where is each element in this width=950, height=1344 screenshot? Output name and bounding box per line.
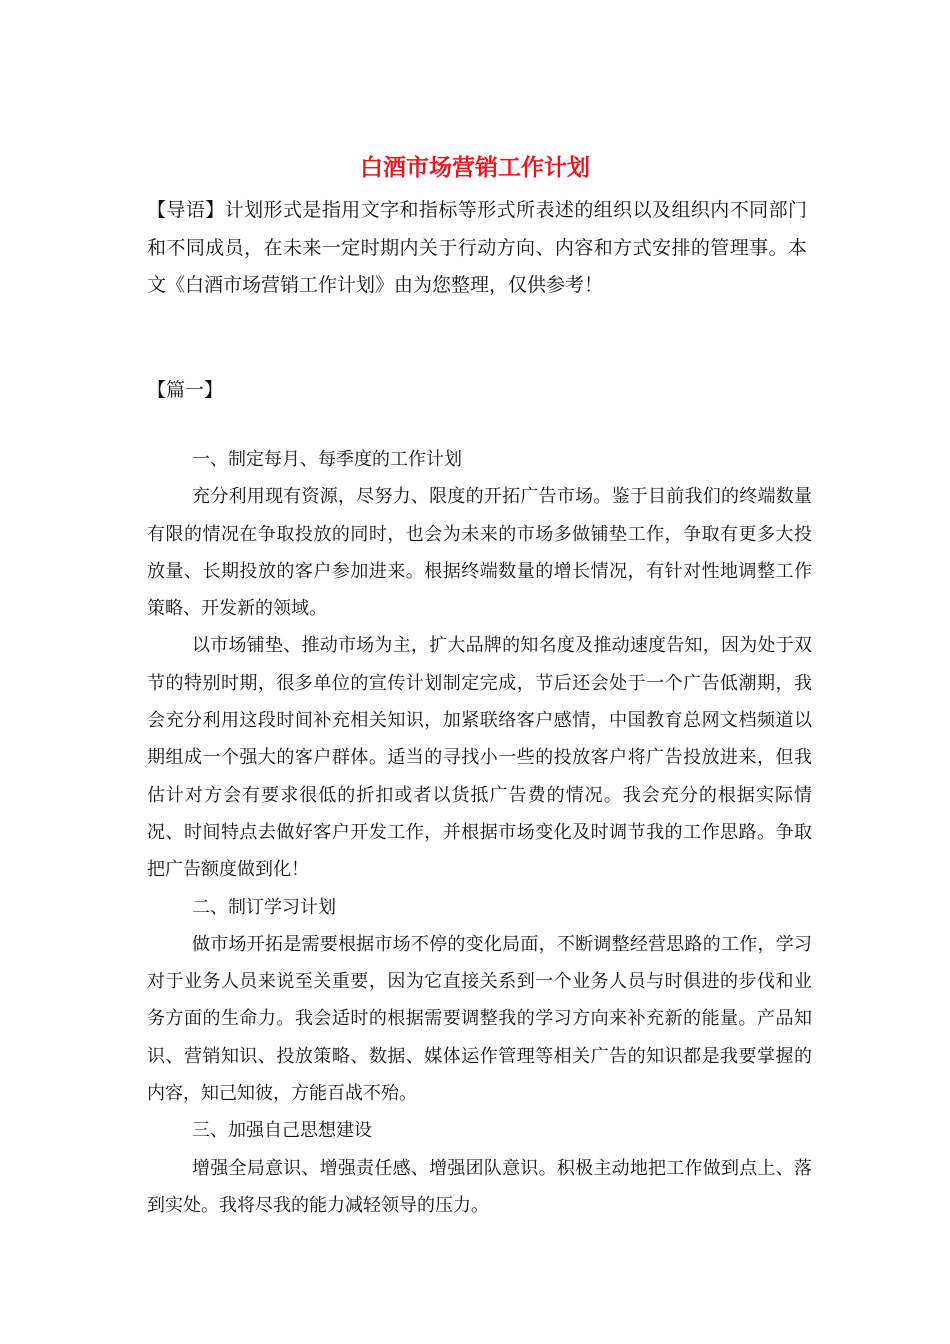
section-1-paragraph-2: 以市场铺垫、推动市场为主，扩大品牌的知名度及推动速度告知，因为处于双节的特别时期，很多单位的宣传计划制定完成，节后还会处于一个广告低潮期，我会充分利用这段时间补充相关知识，加紧联络客户感情，中国教育总网文档频道以期组成一个强大的客户群体。适当的寻找小一些的投放客户将广告投放进来，但我估计对方会有要求很低的折扣或者以货抵广告费的情况。我会充分的根据实际情况、时间特点去做好客户开发工作，并根据市场变化及时调节我的工作思路。争取把广告额度做到化！ <box>147 635 812 881</box>
section-heading-1: 一、制定每月、每季度的工作计划 <box>192 449 462 470</box>
part-label: 【篇一】 <box>147 379 224 401</box>
section-2-paragraph-1: 做市场开拓是需要根据市场不停的变化局面，不断调整经营思路的工作，学习对于业务人员来说至关重要，因为它直接关系到一个业务人员与时俱进的步伐和业务方面的生命力。我会适时的根据需要调整我的学习方向来补充新的能量。产品知识、营销知识、投放策略、数据、媒体运作管理等相关广告的知识都是我要掌握的内容，知己知彼，方能百战不殆。 <box>147 933 812 1105</box>
section-3-paragraph-1: 增强全局意识、增强责任感、增强团队意识。积极主动地把工作做到点上、落到实处。我将尽我的能力减轻领导的压力。 <box>147 1157 812 1216</box>
section-heading-3: 三、加强自己思想建设 <box>192 1120 372 1142</box>
section-heading-2: 二、制订学习计划 <box>192 896 336 918</box>
section-1-paragraph-1: 充分利用现有资源，尽努力、限度的开拓广告市场。鉴于目前我们的终端数量有限的情况在争取投放的同时，也会为未来的市场多做铺垫工作，争取有更多大投放量、长期投放的客户参加进来。根据终端数量的增长情况，有针对性地调整工作策略、开发新的领域。 <box>147 486 812 620</box>
document-body <box>147 441 812 1224</box>
document-title: 白酒市场营销工作计划 <box>360 154 590 181</box>
intro-paragraph: 【导语】计划形式是指用文字和指标等形式所表述的组织以及组织内不同部门和不同成员，在未来一定时期内关于行动方向、内容和方式安排的管理事。本文《白酒市场营销工作计划》由为您整理，仅供参考！ <box>147 199 807 296</box>
